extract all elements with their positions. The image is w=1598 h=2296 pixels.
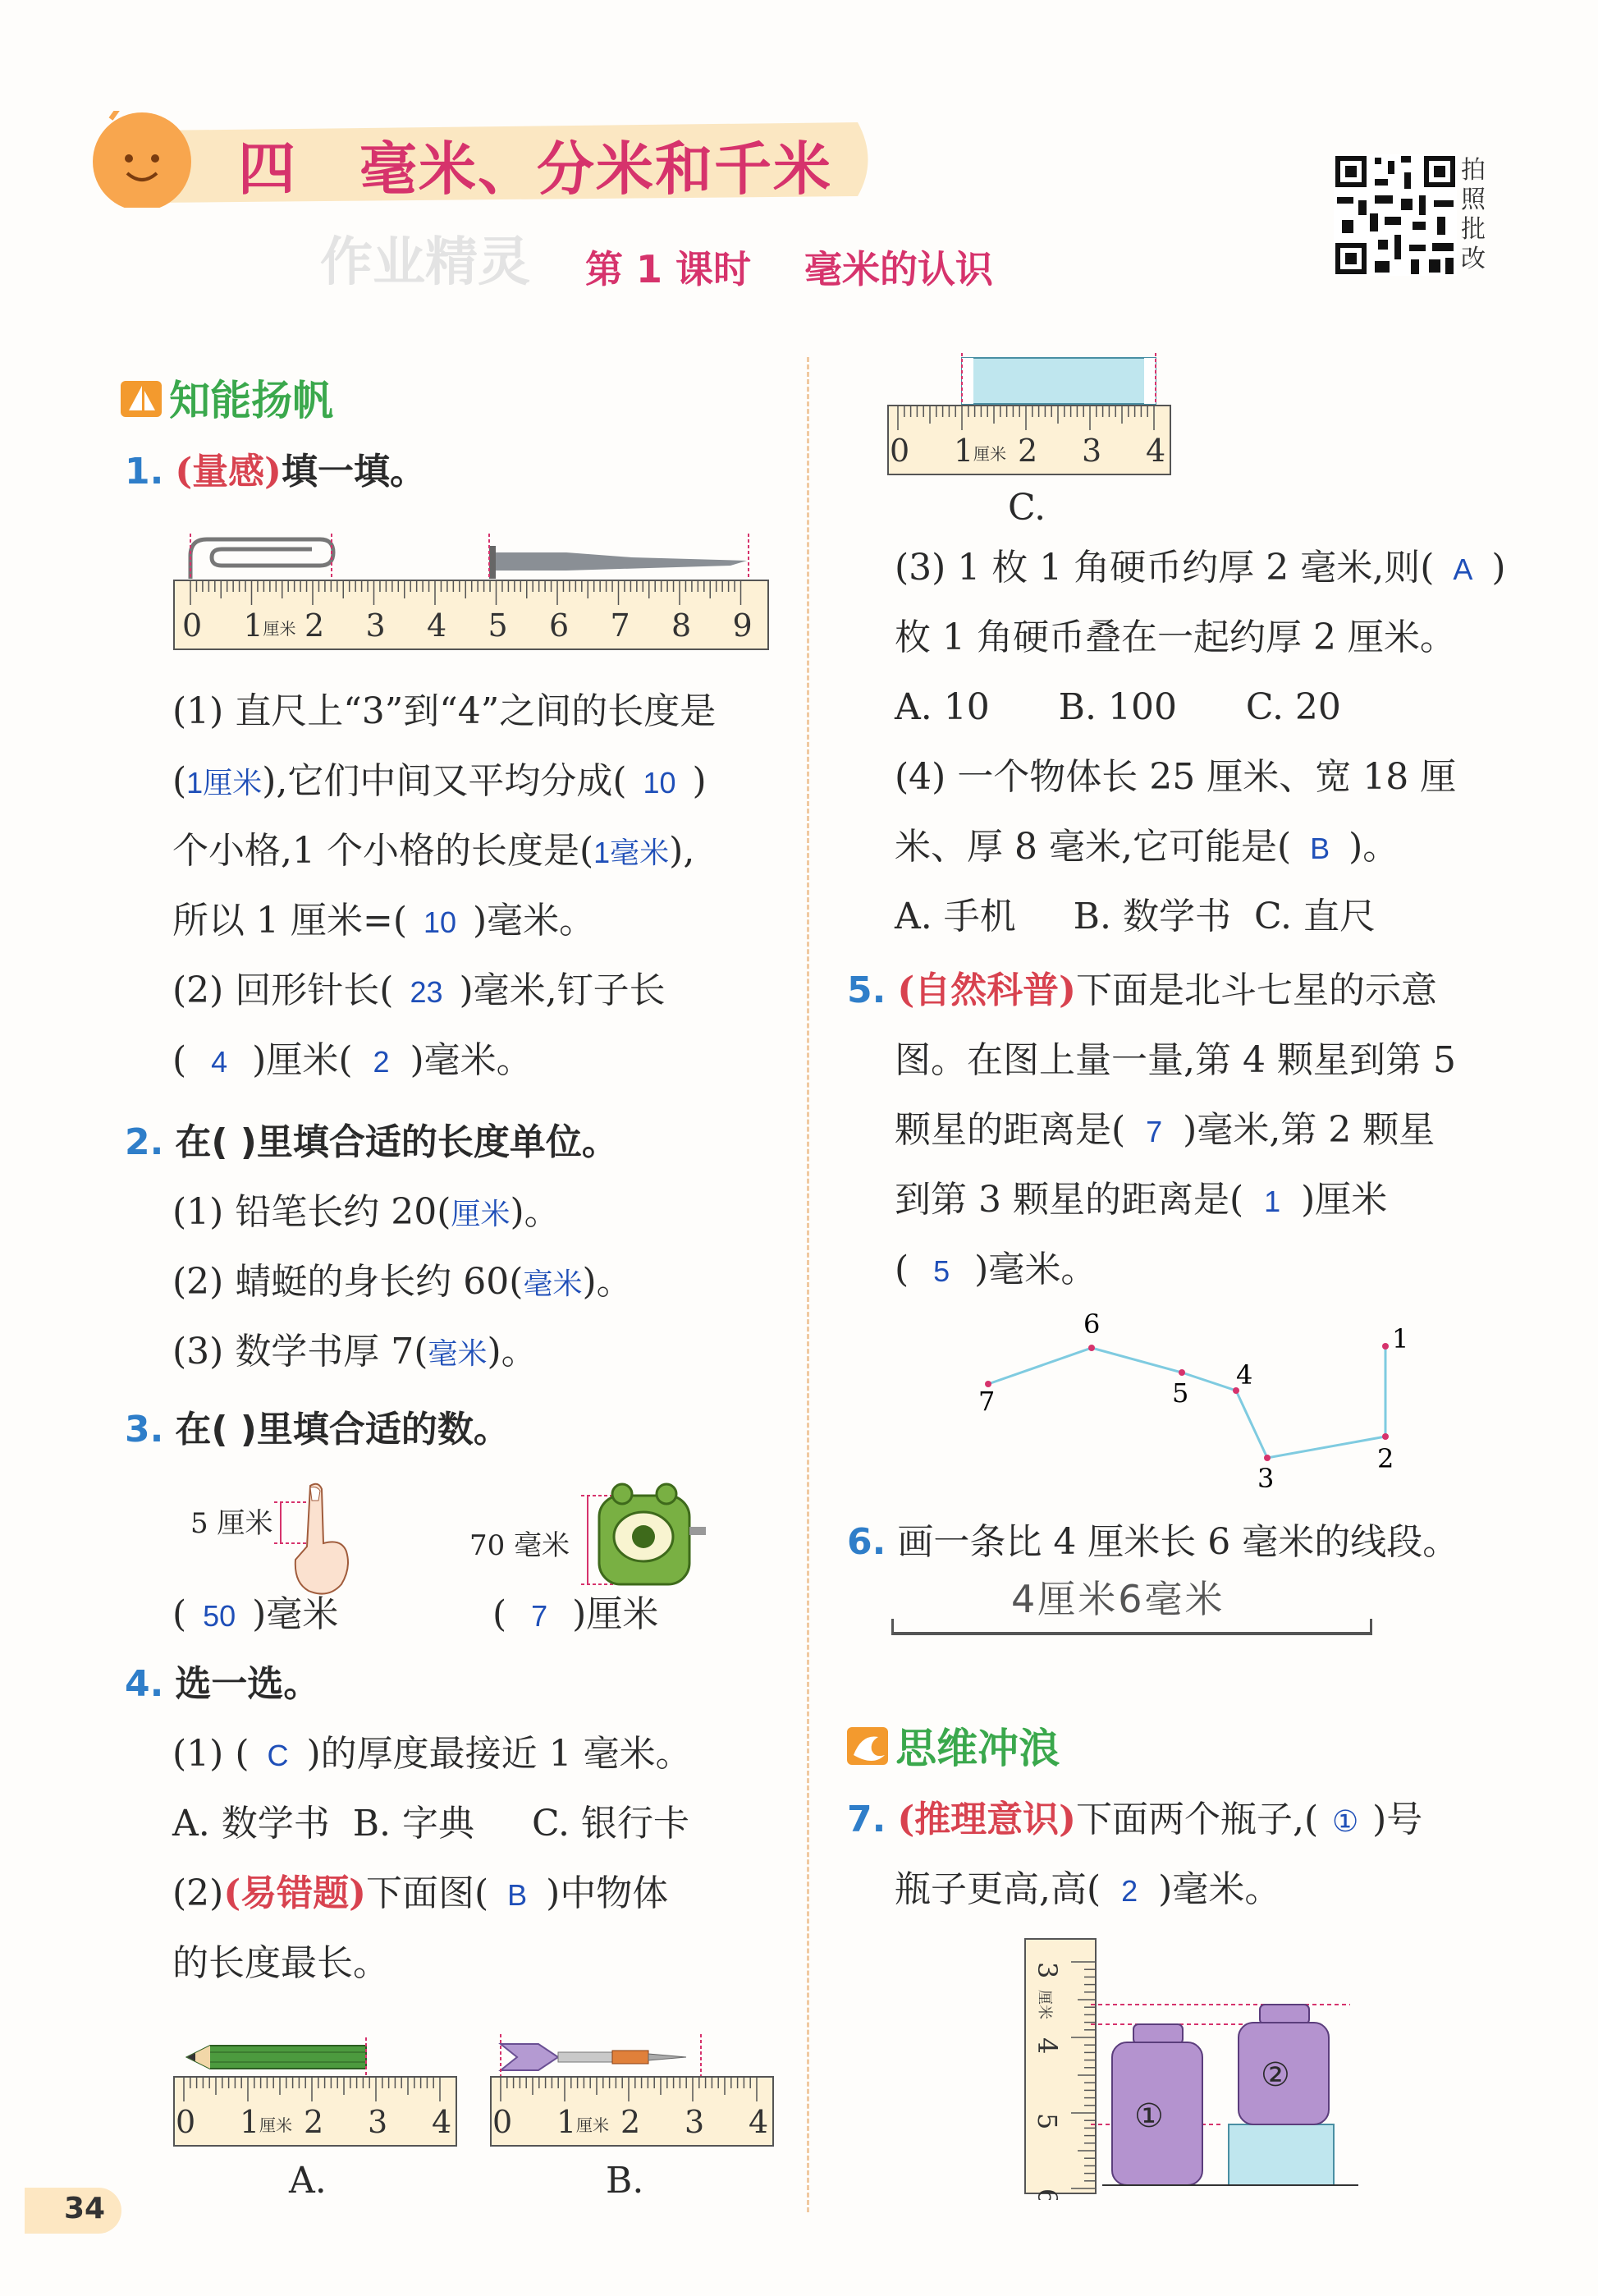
section-header-1 — [119, 368, 333, 427]
text: (1) 铅笔长约 20( — [172, 1191, 451, 1233]
ruler-tick-label: 0 — [890, 433, 910, 469]
answer: 1毫米 — [593, 836, 670, 869]
ruler-tick-label: 8 — [671, 607, 692, 644]
unit-title: 毫米、分米和千米 — [359, 135, 832, 203]
q4-heading — [125, 1662, 319, 1707]
paren: ( — [172, 1593, 187, 1635]
q6-handwriting: 4厘米6毫米 — [1011, 1577, 1225, 1621]
q3-fig2 — [575, 1478, 714, 1604]
text: (2) 回形针长( — [172, 969, 394, 1011]
qr-label-char: 批 — [1461, 215, 1486, 244]
text: )。 — [487, 1331, 538, 1373]
ruler-tick-label: 2 — [1018, 433, 1038, 469]
q3-heading — [125, 1408, 510, 1452]
qr-label-char: 改 — [1461, 245, 1486, 273]
q4-fig-b-label: B. — [606, 2160, 644, 2202]
answer: B — [1310, 832, 1330, 865]
ruler-tick-label: 4 — [427, 607, 447, 644]
q4-fig-b — [489, 2028, 776, 2162]
answer: 毫米 — [523, 1267, 583, 1300]
text: )厘米 — [572, 1593, 659, 1635]
answer: 7 — [1146, 1115, 1163, 1148]
dart-ruler-graphic — [489, 2028, 776, 2159]
ruler-tick-label: 2 — [620, 2104, 641, 2140]
q3-blank-2 — [492, 1593, 658, 1638]
ruler-tick-label: 1 — [556, 2104, 577, 2140]
section-title: 思维冲浪 — [895, 1725, 1060, 1772]
ruler-unit-label: 厘米 — [576, 2115, 609, 2135]
qr-label — [1461, 156, 1489, 274]
big-dipper-diagram — [960, 1305, 1420, 1497]
text: 到第 3 颗星的距离是( — [895, 1179, 1244, 1221]
lesson-title: 毫米的认识 — [804, 247, 993, 291]
text: (1) ( — [172, 1733, 250, 1775]
section-header-2 — [845, 1716, 1060, 1775]
text: (2) 蜻蜓的身长约 60( — [172, 1261, 524, 1303]
lesson-label: 第 1 课时 — [585, 247, 752, 291]
text: 画一条比 4 厘米长 6 毫米的线段。 — [897, 1521, 1459, 1563]
q4-part-1 — [172, 1732, 692, 1778]
text: 瓶子更高,高( — [895, 1868, 1101, 1910]
answer: 7 — [531, 1599, 548, 1633]
ruler-tick-label: 3 — [365, 607, 386, 644]
ruler-tick-label: 1 — [243, 607, 263, 644]
q5-line-2: 图。在图上量一量,第 4 颗星到第 5 — [895, 1039, 1456, 1081]
q4-part-1-options: A. 数学书 B. 字典 C. 银行卡 — [172, 1803, 690, 1845]
q5-line-3 — [895, 1108, 1435, 1154]
answer: A — [1453, 552, 1473, 586]
star-label: 5 — [1172, 1377, 1189, 1409]
text: ) — [1491, 547, 1506, 589]
ruler-tick-label: 7 — [610, 607, 630, 644]
ruler-unit-label: 厘米 — [1036, 1990, 1053, 2019]
text: )。 — [1348, 826, 1399, 868]
q4-fig-a-label: A. — [289, 2160, 327, 2202]
q1-line-4 — [172, 899, 595, 945]
ruler-tick-label: 1 — [954, 433, 974, 469]
question-title: 填一填。 — [281, 451, 426, 493]
text: (3) 数学书厚 7( — [172, 1331, 428, 1373]
question-number: 1. — [125, 451, 164, 493]
question-number: 2. — [125, 1121, 164, 1163]
question-title: 选一选。 — [175, 1663, 320, 1705]
question-tag: (易错题) — [223, 1872, 366, 1914]
q4-part-4-line1: (4) 一个物体长 25 厘米、宽 18 厘 — [895, 756, 1457, 798]
ruler-tick-label: 4 — [432, 2104, 452, 2140]
q4-part-4-options: A. 手机 B. 数学书 C. 直尺 — [895, 896, 1376, 937]
question-title: 在( )里填合适的数。 — [175, 1409, 510, 1450]
qr-label-char: 拍 — [1461, 156, 1486, 185]
eraser-ruler-graphic — [886, 351, 1174, 483]
q4-part-4-line2 — [895, 825, 1399, 871]
ruler-graphic — [172, 521, 772, 653]
q4-part-3-line1 — [895, 546, 1506, 592]
finger-icon — [271, 1478, 361, 1601]
wave-icon — [845, 1722, 891, 1768]
answer: 毫米 — [428, 1336, 488, 1370]
text: 下面两个瓶子,( — [1075, 1799, 1319, 1840]
ruler-tick-label: 6 — [549, 607, 570, 644]
text: )中物体 — [546, 1872, 669, 1914]
star-diagram — [960, 1305, 1420, 1494]
bottles-graphic — [1022, 1937, 1367, 2200]
question-tag: (自然科普) — [897, 969, 1076, 1011]
ruler-unit-label: 厘米 — [973, 444, 1006, 464]
q4-part-2-line2: 的长度最长。 — [172, 1942, 389, 1984]
q3-fig1 — [271, 1478, 361, 1604]
bottle-1-label: ① — [1134, 2097, 1164, 2135]
text: )毫米。 — [473, 900, 596, 942]
question-number: 6. — [847, 1521, 886, 1563]
star-label: 4 — [1236, 1359, 1253, 1391]
answer: 2 — [1121, 1874, 1138, 1908]
bottle-2-label: ② — [1261, 2056, 1290, 2094]
ruler-tick-label: 0 — [176, 2104, 196, 2140]
unit-number: 四 — [238, 135, 295, 203]
ruler-tick-label: 4 — [1146, 433, 1166, 469]
q3-fig1-label: 5 厘米 — [190, 1507, 273, 1540]
answer: 10 — [643, 766, 676, 800]
answer: 厘米 — [451, 1197, 511, 1230]
ruler-unit-label: 厘米 — [259, 2115, 292, 2135]
text: )毫米。 — [1158, 1868, 1281, 1910]
answer: B — [507, 1878, 528, 1912]
q7-line-2 — [895, 1868, 1280, 1913]
text: )的厚度最接近 1 毫米。 — [306, 1733, 692, 1775]
q2-heading — [125, 1121, 618, 1165]
paren: ( — [895, 1249, 909, 1290]
star-label: 6 — [1083, 1308, 1101, 1340]
text: )。 — [582, 1261, 633, 1303]
text: (2) — [172, 1872, 224, 1914]
answer: 1 — [1264, 1185, 1281, 1218]
q5-line-4 — [895, 1178, 1387, 1224]
q4-part-3-line2: 枚 1 角硬币叠在一起约厚 2 厘米。 — [895, 616, 1456, 658]
text: )。 — [510, 1191, 561, 1233]
ruler-tick-label: 9 — [732, 607, 753, 644]
answer: 10 — [423, 905, 457, 939]
question-tag: (量感) — [175, 451, 282, 493]
answer: 2 — [373, 1045, 390, 1079]
text: ), — [669, 830, 695, 872]
q1-line-2 — [172, 759, 707, 805]
q4-part-3-options: A. 10 B. 100 C. 20 — [895, 686, 1341, 728]
ruler-tick-label: 4 — [1032, 2037, 1063, 2055]
ruler-tick-label: 0 — [492, 2104, 513, 2140]
q1-line-6 — [172, 1038, 533, 1084]
text: 所以 1 厘米=( — [172, 900, 407, 942]
q5-line-1 — [847, 969, 1437, 1013]
answer: C — [267, 1739, 289, 1772]
ruler-tick-label: 3 — [685, 2104, 705, 2140]
ruler-tick-label: 4 — [749, 2104, 769, 2140]
q7-bottles-figure — [1022, 1937, 1367, 2203]
q2-item-2 — [172, 1260, 633, 1306]
page-number: 34 — [64, 2192, 106, 2225]
q1-line-1: (1) 直尺上“3”到“4”之间的长度是 — [172, 690, 717, 732]
star-label: 1 — [1392, 1323, 1409, 1354]
text: 下面图( — [365, 1872, 489, 1914]
q3-blank-1 — [172, 1593, 338, 1638]
q1-line-5 — [172, 969, 666, 1015]
sharpener-icon — [575, 1478, 714, 1601]
sail-icon — [119, 374, 165, 420]
section-title: 知能扬帆 — [169, 377, 334, 424]
column-divider — [807, 357, 809, 2212]
question-tag: (推理意识) — [897, 1799, 1076, 1840]
ruler-tick-label: 5 — [488, 607, 508, 644]
star-label: 2 — [1377, 1443, 1394, 1474]
q2-item-3 — [172, 1330, 538, 1376]
qr-icon — [1334, 154, 1457, 276]
text: )毫米。 — [974, 1249, 1097, 1290]
ruler-tick-label: 0 — [182, 607, 203, 644]
question-number: 4. — [125, 1663, 164, 1705]
ruler-tick-label: 3 — [1082, 433, 1102, 469]
watermark: 作业精灵 — [320, 232, 530, 293]
ruler-tick-label: 5 — [1032, 2113, 1063, 2130]
q5-line-5 — [895, 1248, 1097, 1294]
q1-ruler-figure — [172, 521, 772, 656]
q2-item-1 — [172, 1190, 561, 1236]
answer: 4 — [211, 1045, 228, 1079]
paren: ( — [492, 1593, 507, 1635]
q4-fig-c — [886, 351, 1174, 486]
q7-line-1 — [847, 1798, 1422, 1844]
text: 米、厚 8 毫米,它可能是( — [895, 826, 1292, 868]
text: )号 — [1372, 1799, 1423, 1840]
pencil-ruler-graphic — [172, 2028, 460, 2159]
question-number: 3. — [125, 1409, 164, 1450]
ruler-tick-label: 6 — [1032, 2188, 1063, 2200]
text: )毫米。 — [410, 1039, 533, 1081]
answer: 5 — [933, 1254, 950, 1288]
paren: ( — [172, 760, 187, 802]
text: 颗星的距离是( — [895, 1109, 1126, 1151]
q1-heading — [125, 450, 426, 494]
question-title: 在( )里填合适的长度单位。 — [175, 1121, 618, 1163]
answer: 1厘米 — [186, 766, 263, 800]
q6-line — [847, 1520, 1458, 1565]
q4-part-2 — [172, 1872, 668, 1918]
ruler-tick-label: 3 — [368, 2104, 388, 2140]
ruler-tick-label: 3 — [1032, 1962, 1063, 1979]
text: ),它们中间又平均分成( — [262, 760, 627, 802]
q6-drawn-segment — [891, 1619, 1372, 1635]
text: )厘米( — [252, 1039, 353, 1081]
answer: 23 — [410, 975, 443, 1009]
ruler-unit-label: 厘米 — [263, 619, 296, 639]
text: (3) 1 枚 1 角硬币约厚 2 毫米,则( — [895, 547, 1435, 589]
text: 个小格,1 个小格的长度是( — [172, 830, 594, 872]
q4-fig-c-label: C. — [1008, 487, 1046, 529]
ruler-tick-label: 1 — [240, 2104, 260, 2140]
q3-fig2-label: 70 毫米 — [469, 1529, 570, 1562]
text: )毫米,钉子长 — [459, 969, 666, 1011]
answer: ① — [1332, 1804, 1359, 1838]
star-label: 7 — [978, 1386, 996, 1417]
text: )毫米,第 2 颗星 — [1183, 1109, 1435, 1151]
ruler-tick-label: 2 — [304, 607, 325, 644]
ruler-tick-label: 2 — [304, 2104, 324, 2140]
qr-code[interactable] — [1334, 154, 1457, 276]
star-label: 3 — [1257, 1463, 1275, 1494]
question-number: 7. — [847, 1799, 886, 1840]
text: )毫米 — [252, 1593, 339, 1635]
qr-label-char: 照 — [1461, 186, 1486, 214]
question-number: 5. — [847, 969, 886, 1011]
q4-fig-a — [172, 2028, 460, 2162]
paren: ) — [692, 760, 707, 802]
text: )厘米 — [1301, 1179, 1388, 1221]
paren: ( — [172, 1039, 187, 1081]
text: 下面是北斗七星的示意 — [1075, 969, 1437, 1011]
q1-line-3 — [172, 829, 694, 875]
answer: 50 — [203, 1599, 236, 1633]
